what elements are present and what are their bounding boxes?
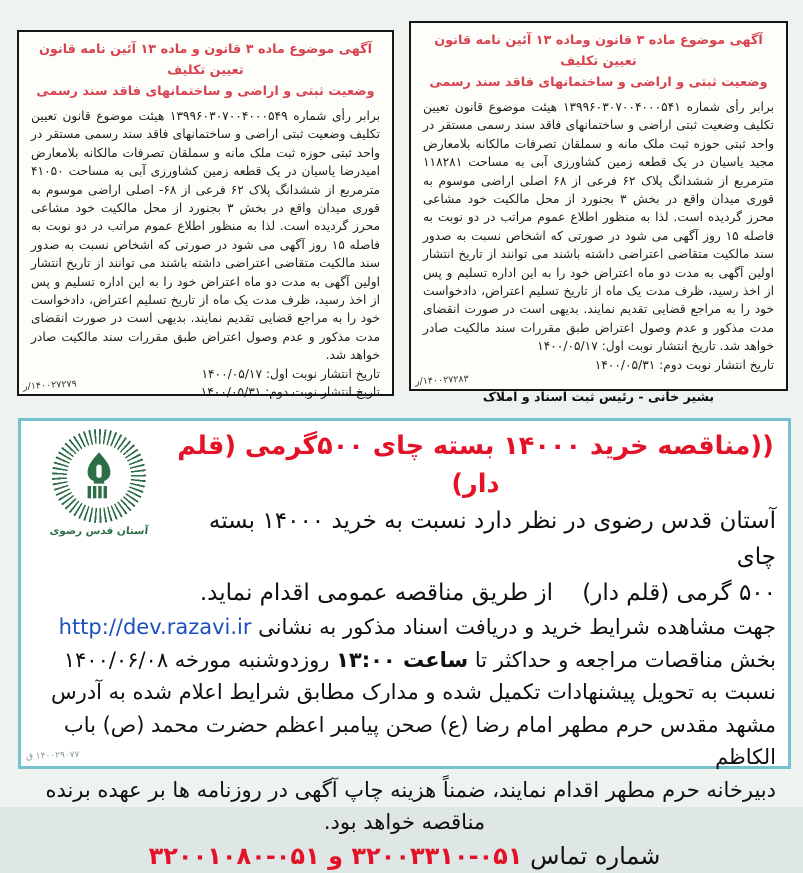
notice-title-line1: آگهی موضوع ماده ۳ قانون وماده ۱۳ آئین نامه قانون تعیین تکلیف [434, 33, 763, 69]
ad-registration-code: ۱۴۰۰۲۷۲۷۹/ر [22, 378, 77, 393]
deadline-time: ساعت ۱۳:۰۰ [336, 647, 469, 672]
tender-url-link[interactable]: http://dev.razavi.ir [58, 615, 252, 639]
logo-dome-icon [67, 444, 131, 508]
signature-registrar: بشیر خانی - رئیس ثبت اسناد و املاک [482, 389, 715, 405]
ad-registration-code: ۱۴۰۰۲۷۲۸۳/ر [414, 373, 469, 388]
tender-intro-line1: آستان قدس رضوی در نظر دارد نسبت به خرید ۱۴۰۰۰ بسته چای [208, 508, 776, 570]
tender-phone-line [33, 839, 776, 873]
tender-deadline-line [33, 644, 776, 677]
tender-secretariat-line: دبیرخانه حرم مطهر اقدام نمایند، ضمناً هزینه چاپ آگهی در روزنامه ها بر عهده برنده [45, 777, 776, 802]
notice-title-line2: وضعیت ثبتی و اراضی و ساختمانهای فاقد سند رسمی [36, 84, 375, 99]
tender-address-line: مشهد مقدس حرم مطهر امام رضا (ع) صحن پیامبر اعظم حضرت محمد (ص) باب الکاظم [63, 712, 776, 769]
notice-title [423, 30, 774, 93]
notice-body: برابر رأی شماره ۱۳۹۹۶۰۳۰۷۰۰۴۰۰۰۵۴۱ هیئت موضوع قانون تعیین تکلیف وضعیت ثبتی اراضی و ساختمانهای فاقد سند رسمی مستقر در واحد ثبتی حوزه ثبت ملک مانه و سملقان تصرفات مالکانه بلامعارض مجید یاسیان در یک قطعه زمین کشاورزی آبی به مساحت ۱۱۸۲۸۱ مترمربع از ششدانگ پلاک ۶۲ فرعی از ۶۸ اصلی اراضی موسوم به قوری میدان واقع در بخش ۳ بجنورد از محل مالکیت خود مشاعی محرز گردیده است. لذا به منظور اطلاع عموم مراتب در دو نوبت به فاصله ۱۵ روز آگهی می شود در صورتی که اشخاص نسبت به صدور سند مالکیت متقاضی اعتراضی داشته باشند می توانند از تاریخ انتشار اولین آگهی به مدت دو ماه اعتراض خود را به این اداره تسلیم و پس از اخذ رسید، ظرف مدت یک ماه از تاریخ تسلیم اعتراض، دادخواست خود را به مراجع قضایی تقدیم نمایند. بدیهی است در صورت انقضای مدت مذکور و عدم وصول اعتراض طبق مقررات سند مالکیت صادر خواهد شد. تاریخ انتشار نوبت اول: ۱۴۰۰/۰۵/۱۷ [423, 100, 774, 354]
tender-end-line: مناقصه خواهد بود. [323, 810, 486, 834]
notice-title-line1: آگهی موضوع ماده ۳ قانون و ماده ۱۳ آئین نامه قانون تعیین تکلیف [38, 42, 373, 78]
ad-registration-code: ۱۴۰۰۲۹۰۷۷ ق [25, 750, 80, 762]
astan-quds-razavi-logo [37, 429, 161, 537]
publication-date-second: تاریخ انتشار نوبت دوم: ۱۴۰۰/۰۵/۳۱ [594, 357, 774, 372]
logo-caption: آستان قدس رضوی [49, 525, 149, 537]
phone-numbers: ۰۵۱-۳۲۰۰۳۳۱۰ و ۰۵۱-۳۲۰۰۱۰۸۰ [148, 841, 523, 870]
tender-header [175, 427, 776, 611]
tender-web-text: جهت مشاهده شرایط خرید و دریافت اسناد مذکور به نشانی [251, 615, 776, 639]
notice-title-line2: وضعیت ثبتی و اراضی و ساختمانهای فاقد سند رسمی [429, 75, 768, 90]
tender-intro-line2: ۵۰۰ گرمی (قلم دار) از طریق مناقصه عمومی اقدام نماید. [199, 580, 776, 606]
tender-title: ((مناقصه خرید ۱۴۰۰۰ بسته چای ۵۰۰گرمی (قلم دار) [177, 431, 774, 499]
tender-delivery-line: نسبت به تحویل پیشنهادات تکمیل شده و مدارک مطابق شرایط اعلام شده به آدرس [51, 680, 776, 704]
tender-web-line [33, 611, 776, 644]
legal-notice-left [17, 30, 394, 400]
publication-date-first: تاریخ انتشار نوبت اول: ۱۴۰۰/۰۵/۱۷ [201, 366, 380, 381]
notice-title [31, 39, 380, 102]
tender-body [33, 611, 776, 873]
deadline-text-post: روزدوشنبه مورخه ۱۴۰۰/۰۶/۰۸ [63, 647, 337, 672]
tender-ad [18, 418, 791, 870]
deadline-text-pre: بخش مناقصات مراجعه و حداکثر تا [468, 647, 776, 672]
phone-label: شماره تماس [522, 841, 661, 870]
notice-body: برابر رأی شماره ۱۳۹۹۶۰۳۰۷۰۰۴۰۰۰۵۴۹ هیئت موضوع قانون تعیین تکلیف وضعیت ثبتی اراضی و ساختمانهای فاقد سند رسمی مستقر در واحد ثبتی حوزه ثبت ملک مانه و سملقان تصرفات مالکانه بلامعارض امیدرضا یاسیان در یک قطعه زمین کشاورزی آبی به مساحت ۴۱۰۵۰ مترمربع از ششدانگ پلاک ۶۲ فرعی از ۶۸- اصلی اراضی موسوم به قوری میدان واقع در بخش ۳ بجنورد از محل مالکیت خود مشاعی محرز گردیده است. لذا به منظور اطلاع عموم مراتب در دو نوبت به فاصله ۱۵ روز آگهی می شود در صورتی که اشخاص نسبت به صدور سند مالکیت متقاضی اعتراضی داشته باشند می توانند از تاریخ انتشار اولین آگهی به مدت دو ماه اعتراض خود را به این اداره تسلیم و پس از اخذ رسید، ظرف مدت یک ماه از تاریخ تسلیم اعتراض، دادخواست خود را به مراجع قضایی تقدیم نمایند. بدیهی است در صورت انقضای مدت مذکور و عدم وصول اعتراض طبق مقررات سند مالکیت صادر خواهد شد. [31, 109, 380, 363]
publication-date-second: تاریخ انتشار نوبت دوم: ۱۴۰۰/۰۵/۳۱ [200, 385, 380, 400]
legal-notice-right [409, 21, 788, 405]
logo-sunburst-icon [52, 429, 146, 523]
